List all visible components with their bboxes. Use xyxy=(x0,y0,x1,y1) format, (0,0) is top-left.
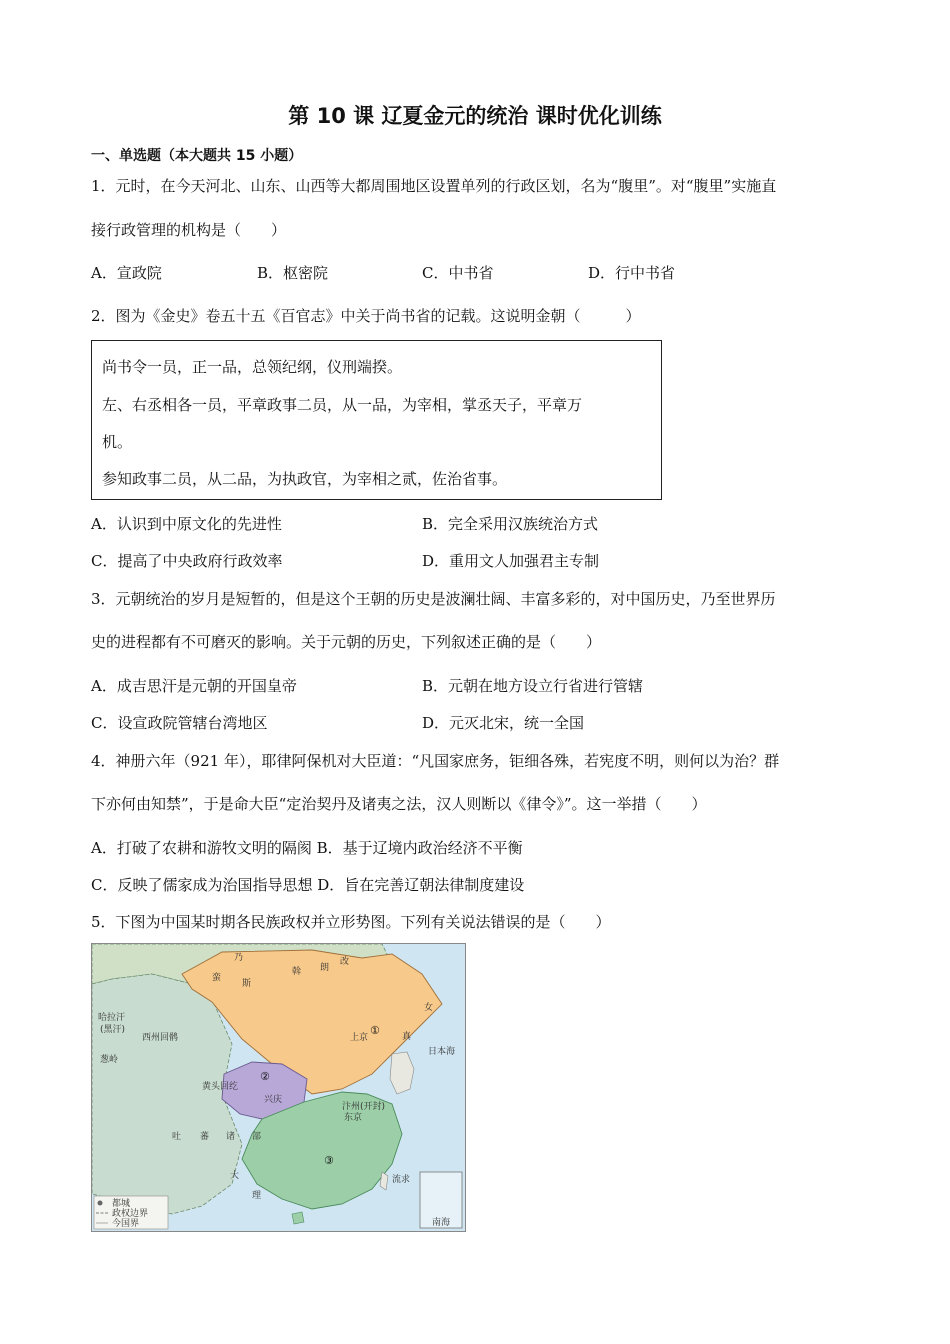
map-svg xyxy=(92,944,465,1231)
map-label: 哈拉汗 xyxy=(98,1013,126,1023)
quote-line: 左、右丞相各一员，平章政事二员，从一品，为宰相，掌丞天子，平章万 xyxy=(102,396,583,414)
q4-option-ab[interactable]: A．打破了农耕和游牧文明的隔阂 B．基于辽境内政治经济不平衡 xyxy=(91,839,523,857)
question-5-line-1: 5．下图为中国某时期各民族政权并立形势图。下列有关说法错误的是（ ） xyxy=(91,913,611,931)
question-2-line-1: 2．图为《金史》卷五十五《百官志》中关于尚书省的记载。这说明金朝（ ） xyxy=(91,307,641,325)
q3-option-d[interactable]: D．元灭北宋，统一全国 xyxy=(422,714,585,732)
map-label: 吐 xyxy=(172,1132,182,1142)
q4-option-cd[interactable]: C．反映了儒家成为治国指导思想 D．旨在完善辽朝法律制度建设 xyxy=(91,876,525,894)
map-label: 部 xyxy=(252,1132,262,1142)
q3-option-b[interactable]: B．元朝在地方设立行省进行管辖 xyxy=(422,677,644,695)
q2-option-a[interactable]: A．认识到中原文化的先进性 xyxy=(91,515,282,533)
map-label: 斡 xyxy=(292,967,302,977)
map-label: 东京 xyxy=(344,1113,363,1123)
historical-map xyxy=(91,943,466,1232)
section-heading: 一、单选题（本大题共 15 小题） xyxy=(91,148,303,164)
map-label: 斯 xyxy=(242,979,252,989)
question-3-line-2: 史的进程都有不可磨灭的影响。关于元朝的历史，下列叙述正确的是（ ） xyxy=(91,633,602,651)
map-label: (黑汗) xyxy=(100,1025,126,1035)
map-label: 诸 xyxy=(226,1132,236,1142)
map-label: 兴庆 xyxy=(264,1095,283,1105)
legend-label: 今国界 xyxy=(112,1219,140,1229)
question-4-line-1: 4．神册六年（921 年），耶律阿保机对大臣道：“凡国家庶务，钜细各殊，若宪度不明，则何以为治？群 xyxy=(91,752,780,770)
map-label: 上京 xyxy=(350,1033,369,1043)
q3-option-a[interactable]: A．成吉思汗是元朝的开国皇帝 xyxy=(91,677,297,695)
q1-option-d[interactable]: D．行中书省 xyxy=(588,264,676,282)
legend-label: 都城 xyxy=(112,1199,131,1209)
q1-option-c[interactable]: C．中书省 xyxy=(422,264,494,282)
question-1-line-2: 接行政管理的机构是（ ） xyxy=(91,221,287,239)
map-number-2: ② xyxy=(260,1070,270,1083)
map-label: 流求 xyxy=(392,1175,411,1185)
map-label: 蕃 xyxy=(200,1132,210,1142)
legend-capital-symbol xyxy=(98,1201,103,1206)
map-label: 日本海 xyxy=(428,1047,456,1057)
quote-box xyxy=(91,340,662,500)
map-label: 黄头回纥 xyxy=(202,1082,239,1092)
legend-label: 政权边界 xyxy=(112,1209,149,1219)
question-1-line-1: 1．元时，在今天河北、山东、山西等大都周围地区设置单列的行政区划，名为“腹里”。对“腹里”实施直 xyxy=(91,177,777,195)
map-label: 改 xyxy=(340,957,350,967)
map-label: 西州回鹘 xyxy=(142,1033,179,1043)
map-label: 理 xyxy=(252,1191,262,1201)
quote-line: 参知政事二员，从二品，为执政官，为宰相之贰，佐治省事。 xyxy=(102,470,508,488)
question-4-line-2: 下亦何由知禁”，于是命大臣“定治契丹及诸夷之法，汉人则断以《律令》”。这一举措（ ） xyxy=(91,795,707,813)
map-number-1: ① xyxy=(370,1024,380,1037)
q3-option-c[interactable]: C．设宣政院管辖台湾地区 xyxy=(91,714,268,732)
map-label: 女 xyxy=(424,1003,434,1013)
q1-option-b[interactable]: B．枢密院 xyxy=(257,264,329,282)
map-label: 乃 xyxy=(234,953,244,963)
map-hainan xyxy=(292,1212,304,1224)
map-label: 大 xyxy=(230,1171,240,1181)
document-title: 第 10 课 辽夏金元的统治 课时优化训练 xyxy=(288,104,662,128)
q1-option-a[interactable]: A．宣政院 xyxy=(91,264,162,282)
map-label: 朗 xyxy=(320,963,330,973)
q2-option-b[interactable]: B．完全采用汉族统治方式 xyxy=(422,515,599,533)
map-label: 蛮 xyxy=(212,973,222,983)
q2-option-d[interactable]: D．重用文人加强君主专制 xyxy=(422,552,600,570)
map-number-3: ③ xyxy=(324,1154,334,1167)
quote-line: 尚书令一员，正一品，总领纪纲，仪刑端揆。 xyxy=(102,358,403,376)
map-label: 真 xyxy=(402,1032,412,1042)
quote-line: 机。 xyxy=(102,433,133,451)
map-label: 汴州(开封) xyxy=(342,1102,386,1112)
q2-option-c[interactable]: C．提高了中央政府行政效率 xyxy=(91,552,283,570)
map-label: 葱岭 xyxy=(100,1055,119,1065)
question-3-line-1: 3．元朝统治的岁月是短暂的，但是这个王朝的历史是波澜壮阔、丰富多彩的，对中国历史，乃至世界历 xyxy=(91,590,776,608)
inset-label: 南海 xyxy=(432,1218,451,1228)
